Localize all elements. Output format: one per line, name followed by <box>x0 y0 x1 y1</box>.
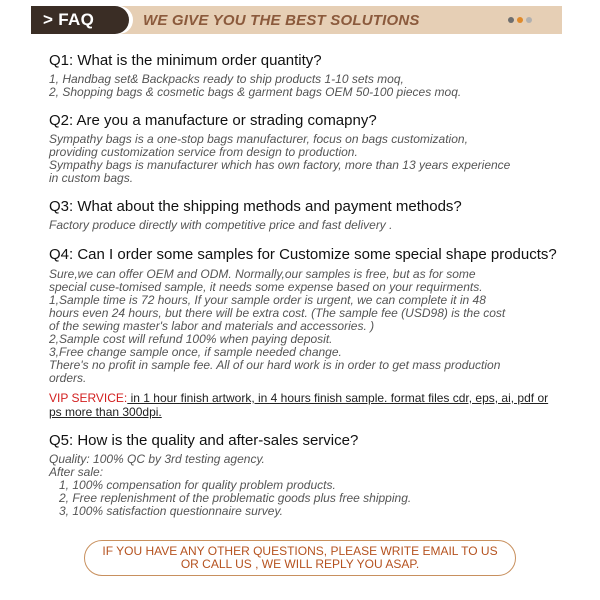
contact-line-2: OR CALL US , WE WILL REPLY YOU ASAP. <box>180 557 420 571</box>
answer-2: Sympathy bags is a one-stop bags manufacturer, focus on bags customization, providing customization service from design to production. Sympathy bags is manufacturer which has own factory, more than 13 years experience in custom bags. <box>49 132 511 185</box>
contact-banner <box>84 540 516 576</box>
answer-5 <box>49 453 411 518</box>
after-sale-label: After sale: <box>49 465 104 479</box>
vip-service-text: in 1 hour finish artwork, in 4 hours finish sample. format files cdr, eps, ai, pdf or ps more than 300dpi. <box>49 391 549 419</box>
after-sale-item: 3, 100% satisfaction questionnaire survey. <box>59 504 283 518</box>
vip-service <box>49 391 549 419</box>
faq-tab <box>31 6 129 34</box>
answer-4: Sure,we can offer OEM and ODM. Normally,our samples is free, but as for some special cuse-tomised sample, it needs some expense based on your requirments. 1,Sample time is 72 hours, If your sample order is urgent, we can complete it in 48 hours even 24 hours, but there will be extra cost. (The sample fee (USD98) is the cost of the sewing master's labor and materials and accessories. ) 2,Sample cost will refund 100% when paying deposit. 3,Free change sample once, if sample needed change. There's no profit in sample fee. All of our hard work is in order to get mass production orders. <box>49 267 506 385</box>
answer-3: Factory produce directly with competitive price and fast delivery . <box>49 218 393 232</box>
faq-header-band <box>31 6 562 34</box>
question-2: Q2: Are you a manufacture or strading comapny? <box>49 112 377 129</box>
quality-line: Quality: 100% QC by 3rd testing agency. <box>49 452 265 466</box>
question-3: Q3: What about the shipping methods and payment methods? <box>49 198 462 215</box>
question-4: Q4: Can I order some samples for Customize some special shape products? <box>49 246 557 263</box>
after-sale-item: 2, Free replenishment of the problematic goods plus free shipping. <box>59 491 412 505</box>
header-slogan: WE GIVE YOU THE BEST SOLUTIONS <box>143 12 420 29</box>
dot-2 <box>517 17 523 23</box>
vip-service-label: VIP SERVICE: <box>49 391 128 405</box>
contact-line-1: IF YOU HAVE ANY OTHER QUESTIONS, PLEASE WRITE EMAIL TO US <box>102 544 498 558</box>
after-sale-item: 1, 100% compensation for quality problem products. <box>59 478 336 492</box>
dot-3 <box>526 17 532 23</box>
faq-tab-label: > FAQ <box>43 10 95 29</box>
decorative-dots-icon <box>508 17 532 23</box>
question-1: Q1: What is the minimum order quantity? <box>49 52 322 69</box>
dot-1 <box>508 17 514 23</box>
question-5: Q5: How is the quality and after-sales service? <box>49 432 359 449</box>
answer-1: 1, Handbag set& Backpacks ready to ship products 1-10 sets moq, 2, Shopping bags & cosmetic bags & garment bags OEM 50-100 pieces moq. <box>49 72 462 99</box>
